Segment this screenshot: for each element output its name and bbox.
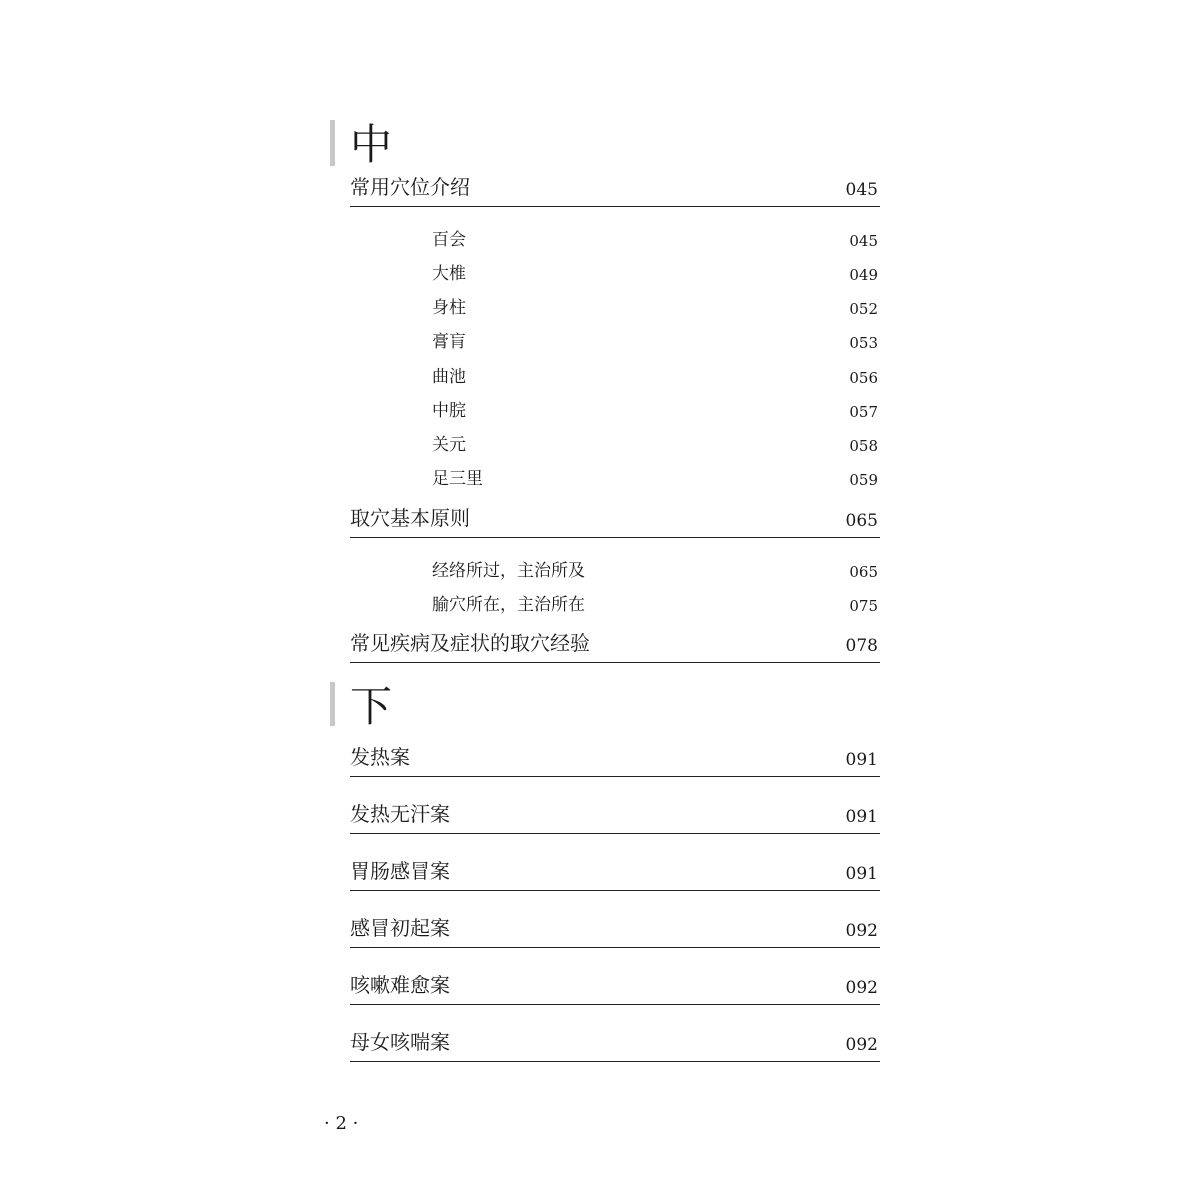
toc-page: 049: [849, 266, 878, 284]
toc-sub-row[interactable]: [350, 431, 880, 459]
toc-title: 身柱: [432, 298, 466, 318]
toc-title: 曲池: [432, 367, 466, 387]
toc-page: 059: [849, 471, 878, 489]
toc-title: 中脘: [432, 401, 466, 421]
toc-sub-row[interactable]: [350, 591, 880, 619]
toc-chapter-row[interactable]: [350, 632, 880, 663]
toc-title: 取穴基本原则: [350, 506, 470, 530]
toc-page: 053: [849, 334, 878, 352]
toc-title: 常用穴位介绍: [350, 175, 470, 199]
toc-entry-row[interactable]: [350, 1031, 880, 1062]
toc-chapter-row[interactable]: [350, 507, 880, 538]
toc-title: 感冒初起案: [350, 916, 450, 940]
toc-title: 腧穴所在，主治所在: [432, 595, 585, 615]
toc-entry-row[interactable]: [350, 974, 880, 1005]
toc-chapter-row[interactable]: [350, 176, 880, 207]
toc-title: 百会: [432, 230, 466, 250]
toc-page: 058: [849, 437, 878, 455]
toc-page: 091: [845, 807, 878, 827]
toc-page: 075: [849, 597, 878, 615]
toc-title: 发热无汗案: [350, 802, 450, 826]
toc-title: 膏肓: [432, 332, 466, 352]
toc-sub-row[interactable]: [350, 260, 880, 288]
toc-page: 078: [845, 636, 878, 656]
toc-title: 大椎: [432, 264, 466, 284]
toc-page: 092: [845, 1035, 878, 1055]
toc-title: 母女咳喘案: [350, 1030, 450, 1054]
toc-title: 胃肠感冒案: [350, 859, 450, 883]
toc-page: 045: [845, 180, 878, 200]
toc-page: 065: [849, 563, 878, 581]
toc-sub-row[interactable]: [350, 465, 880, 493]
toc-title: 常见疾病及症状的取穴经验: [350, 631, 590, 655]
toc-title: 足三里: [432, 469, 483, 489]
toc-title: 关元: [432, 435, 466, 455]
toc-page: 091: [845, 864, 878, 884]
toc-title: 发热案: [350, 745, 410, 769]
page-number: · 2 ·: [324, 1113, 359, 1134]
toc-sub-row[interactable]: [350, 363, 880, 391]
toc-title: 经络所过，主治所及: [432, 561, 585, 581]
toc-sub-row[interactable]: [350, 397, 880, 425]
section-heading: 下: [350, 682, 393, 731]
toc-sub-row[interactable]: [350, 226, 880, 254]
toc-page: 092: [845, 921, 878, 941]
toc-page: 065: [845, 511, 878, 531]
toc-title: 咳嗽难愈案: [350, 973, 450, 997]
section-heading: 中: [350, 120, 393, 169]
toc-page: 045: [849, 232, 878, 250]
toc-page: 056: [849, 369, 878, 387]
toc-sub-row[interactable]: [350, 557, 880, 585]
toc-sub-row[interactable]: [350, 328, 880, 356]
toc-page: 092: [845, 978, 878, 998]
toc-page: 052: [849, 300, 878, 318]
section-marker-bar: [330, 682, 335, 726]
section-marker-bar: [330, 120, 335, 166]
toc-page: 057: [849, 403, 878, 421]
toc-sub-row[interactable]: [350, 294, 880, 322]
toc-page: 091: [845, 750, 878, 770]
toc-entry-row[interactable]: [350, 860, 880, 891]
toc-entry-row[interactable]: [350, 803, 880, 834]
toc-entry-row[interactable]: [350, 917, 880, 948]
toc-entry-row[interactable]: [350, 746, 880, 777]
